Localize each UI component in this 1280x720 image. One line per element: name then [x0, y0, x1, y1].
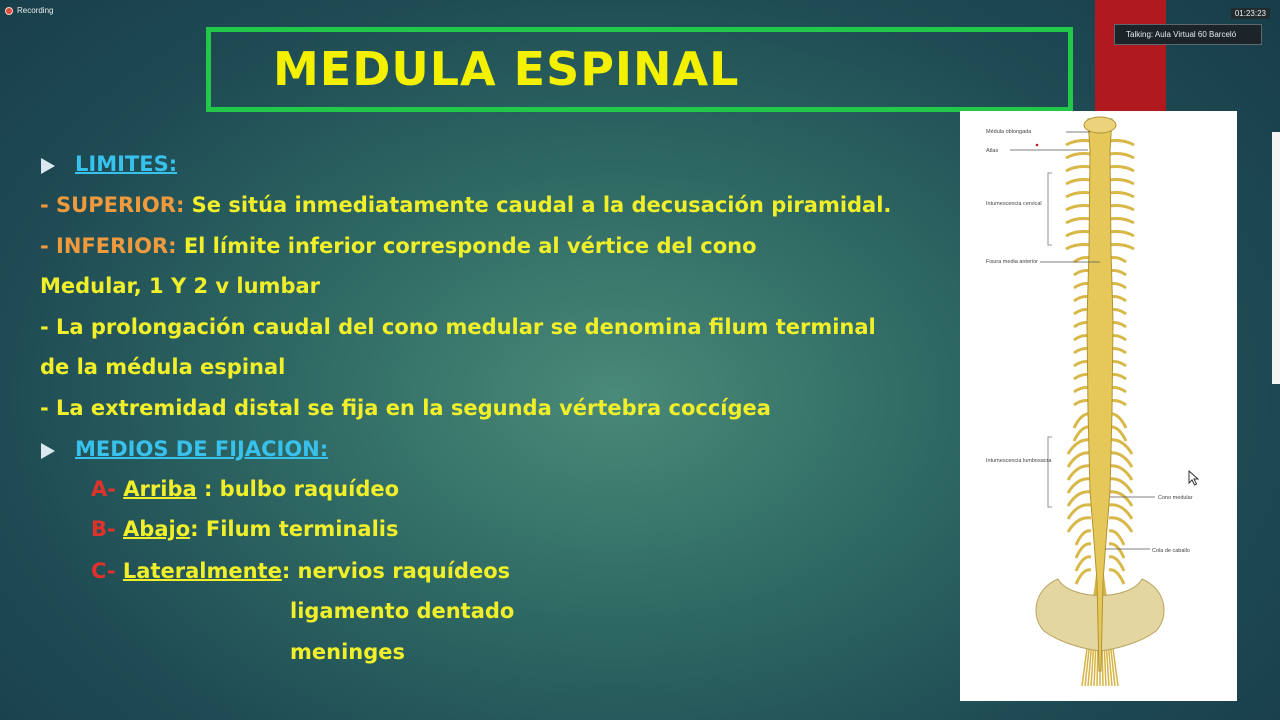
nerve-root — [1066, 154, 1091, 159]
nerve-root — [1109, 232, 1134, 237]
fijacion-heading: MEDIOS DE FIJACION: — [75, 437, 329, 461]
prolongacion-line-2: de la médula espinal — [40, 355, 286, 379]
nerve-root — [1066, 141, 1091, 146]
session-timer: 01:23:23 — [1231, 8, 1270, 19]
spinal-cord-figure — [960, 111, 1237, 701]
fijacion-item-lateralmente — [91, 559, 510, 583]
recording-indicator — [6, 6, 53, 15]
inferior-text: El límite inferior corresponde al vértice del cono — [176, 234, 757, 258]
label-atlas: Atlas — [986, 148, 999, 154]
nerve-root — [1066, 206, 1091, 211]
limite-inferior — [40, 234, 757, 258]
nerve-root — [1109, 245, 1134, 250]
item-term: Lateralmente — [122, 559, 282, 583]
item-letter: C- — [91, 559, 123, 583]
label-fisura-media-anterior: Fisura media anterior — [986, 259, 1038, 265]
lumbosacral-bracket — [1048, 437, 1052, 507]
nerve-root — [1109, 219, 1134, 224]
label-intumescencia-lumbosacra: Intumescencia lumbosacra — [986, 458, 1052, 464]
fijacion-item-abajo — [91, 517, 398, 541]
item-text: : Filum terminalis — [190, 517, 399, 541]
spinal-cord-shape — [1087, 119, 1113, 671]
nerve-root — [1109, 193, 1134, 198]
nerve-root — [1109, 154, 1134, 159]
record-icon — [6, 8, 12, 14]
label-intumescencia-cervical: Intumescencia cervical — [986, 201, 1042, 207]
bullet-arrow-icon — [41, 158, 55, 174]
inferior-continuation: Medular, 1 Y 2 v lumbar — [40, 274, 321, 298]
nerve-root — [1109, 167, 1134, 172]
nerve-root — [1076, 570, 1091, 584]
cervical-bracket — [1048, 173, 1052, 245]
item-term: Arriba — [123, 477, 197, 501]
fijacion-extra-ligamento: ligamento dentado — [290, 599, 515, 623]
medulla-oblongata-shape — [1084, 117, 1116, 133]
nerve-root — [1066, 219, 1091, 224]
superior-text: Se sitúa inmediatamente caudal a la decusación piramidal. — [184, 193, 892, 217]
label-cola-de-caballo: Cola de caballo — [1152, 548, 1190, 554]
nerve-root — [1109, 180, 1134, 185]
item-letter: A- — [91, 477, 124, 501]
nerve-root — [1066, 232, 1091, 237]
item-text: : bulbo raquídeo — [196, 477, 400, 501]
fijacion-item-arriba — [91, 477, 399, 501]
item-text: : nervios raquídeos — [281, 559, 511, 583]
extremidad-line: - La extremidad distal se fija en la segunda vértebra coccígea — [40, 396, 771, 420]
fijacion-extra-meninges: meninges — [290, 640, 405, 664]
nerve-root — [1066, 167, 1091, 172]
bullet-arrow-icon — [41, 443, 55, 459]
limite-superior — [40, 193, 891, 217]
nerve-root — [1066, 245, 1091, 250]
nerve-root — [1109, 206, 1134, 211]
label-cono-medular: Cono medular — [1158, 495, 1193, 501]
nerve-root — [1066, 193, 1091, 198]
talking-indicator: Talking: Aula Virtual 60 Barceló — [1114, 24, 1262, 45]
spinal-cord-illustration — [960, 111, 1237, 701]
item-term: Abajo — [123, 517, 191, 541]
prolongacion-line-1: - La prolongación caudal del cono medular se denomina filum terminal — [40, 315, 876, 339]
title-frame — [206, 27, 1073, 112]
inferior-prefix: - INFERIOR: — [40, 234, 177, 258]
nerve-root — [1109, 141, 1134, 146]
superior-prefix: - SUPERIOR: — [40, 193, 185, 217]
limites-heading: LIMITES: — [75, 152, 178, 176]
marker-dot — [1036, 144, 1039, 147]
mouse-cursor-icon — [1188, 470, 1200, 486]
side-panel-edge[interactable] — [1272, 132, 1280, 384]
recording-label: Recording — [17, 6, 54, 15]
label-medula-oblongada: Médula oblongada — [986, 129, 1032, 135]
item-letter: B- — [91, 517, 124, 541]
participant-video-strip — [1095, 0, 1166, 112]
slide-title: MEDULA ESPINAL — [273, 42, 740, 96]
nerve-root — [1109, 570, 1124, 584]
nerve-root — [1066, 180, 1091, 185]
